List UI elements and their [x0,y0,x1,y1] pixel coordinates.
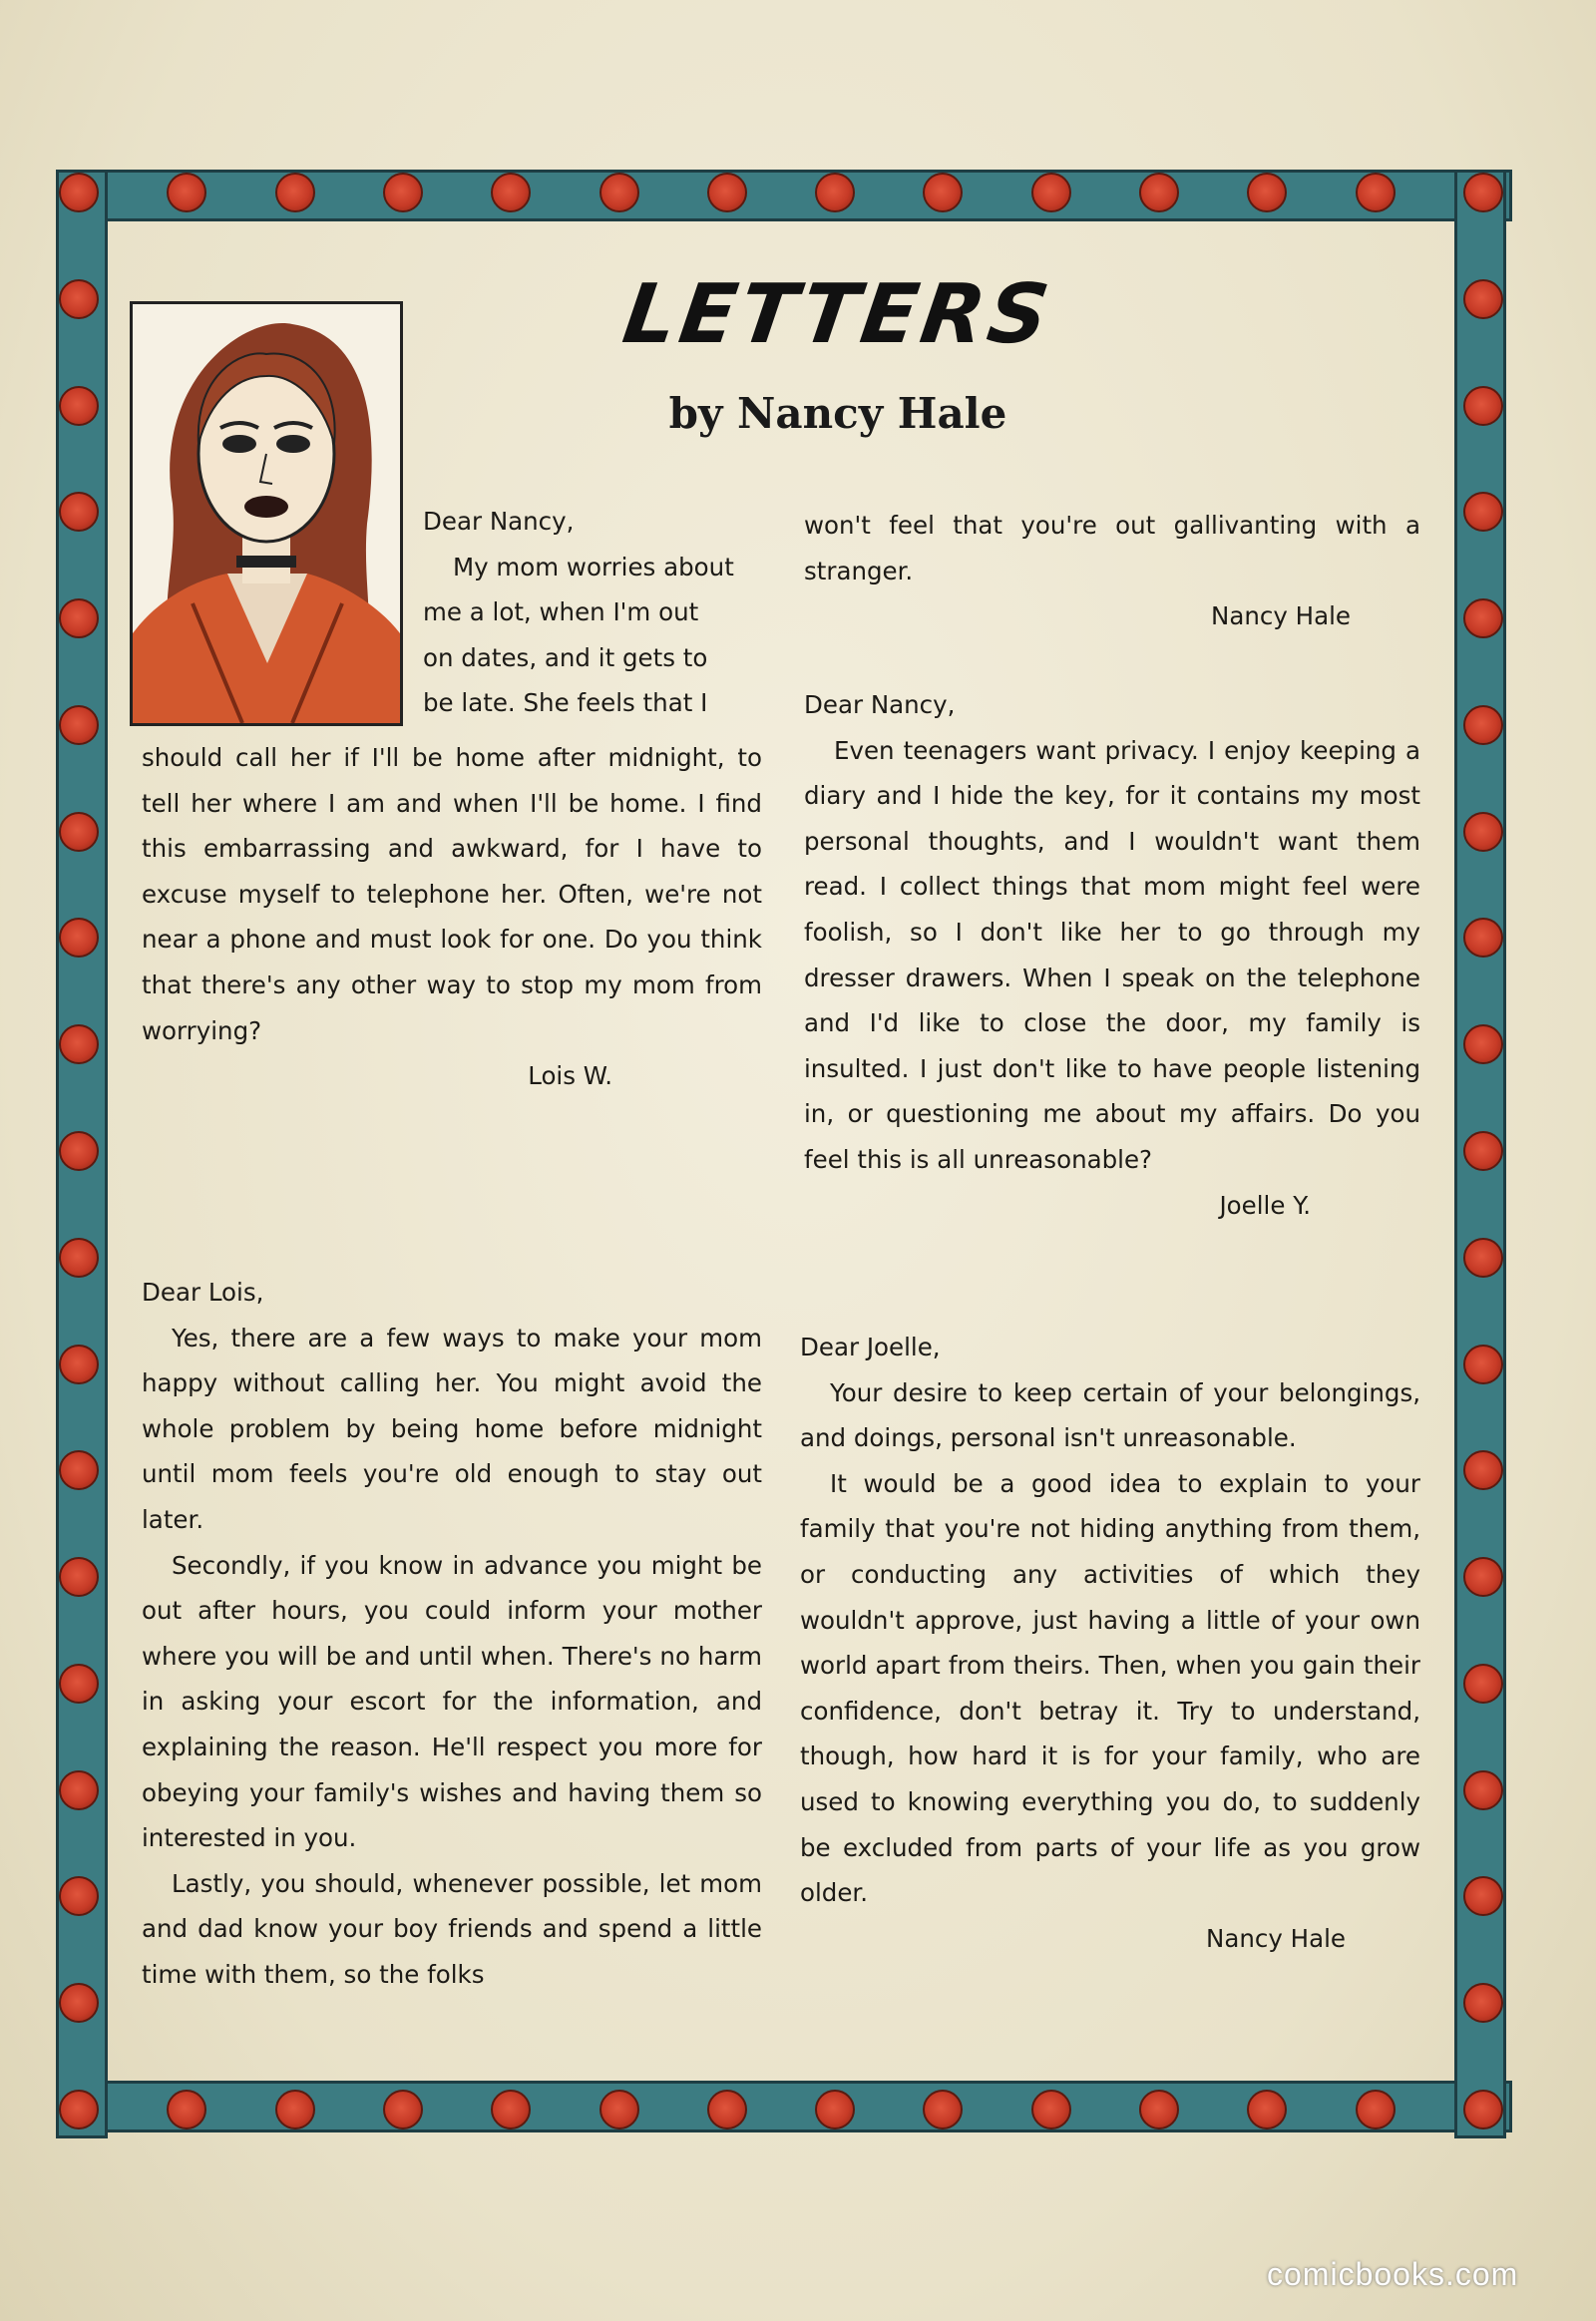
border-bottom [56,2081,1512,2132]
rose-ornament [707,173,747,212]
border-top [56,170,1512,221]
rose-ornament [59,1345,99,1384]
rose-ornament [1463,705,1503,745]
rose-ornament [1463,279,1503,319]
letter-1-line-2: me a lot, when I'm out [423,597,699,627]
rose-ornament [815,2090,855,2129]
letter-1-salutation: Dear Nancy, [423,507,575,536]
rose-ornament [383,2090,423,2129]
reply-2-signature: Nancy Hale [1206,1923,1346,1953]
reply-2-paragraph-2: It would be a good idea to explain to your family that you're not hiding anything from them, or conducting any activities of which they wouldn't approve, just having a little of your own world apart from theirs. Then, when you gain their confidence, don't betray it. Try to understand, though, how hard it is for your family, who are used to knowing everything you do, to suddenly be excluded from parts of your life as you grow older. [800,1468,1420,1908]
rose-ornament [59,1983,99,2023]
reply-2 [800,1325,1420,1961]
rose-ornament [1463,1238,1503,1278]
byline: by Nancy Hale [668,389,1007,438]
rose-ornament [1463,812,1503,852]
nancy-hale-portrait [130,301,403,726]
rose-ornament [59,173,99,212]
rose-ornament [707,2090,747,2129]
reply-2-salutation: Dear Joelle, [800,1333,941,1361]
rose-ornament [59,1557,99,1597]
rose-ornament [59,1770,99,1810]
reply-1 [142,1270,762,1998]
rose-ornament [1463,598,1503,638]
rose-ornament [599,2090,639,2129]
page-title: LETTERS [617,267,1058,362]
rose-ornament [1356,173,1396,212]
rose-ornament [59,386,99,426]
letter-1-body: should call her if I'll be home after midnight, to tell her where I am and when I'll be home. I find this embarrassing and awkward, for I have to excuse myself to telephone her. Often, we're not near a phone and must look for one. Do you think that there's any other way to stop my mom from worrying? [142,743,762,1045]
left-column [142,735,762,1099]
rose-ornament [1463,386,1503,426]
rose-ornament [1139,2090,1179,2129]
reply-1-continued: won't feel that you're out gallivanting with a stranger. [804,511,1420,585]
reply-1-paragraph-2: Secondly, if you know in advance you might be out after hours, you could inform your mother where you will be and until when. There's no harm in asking your escort for the information, and explaining the reason. He'll respect you more for obeying your family's wishes and having them so interested in you. [142,1550,762,1853]
letter-1-line-3: on dates, and it gets to [423,642,708,672]
rose-ornament [1463,1983,1503,2023]
letter-1-signature: Lois W. [528,1061,612,1091]
rose-ornament [1463,1770,1503,1810]
rose-ornament [1463,1131,1503,1171]
reply-1-salutation: Dear Lois, [142,1278,264,1307]
letter-1-wrap [423,499,762,726]
rose-ornament [1463,1557,1503,1597]
letter-1-line-4: be late. She feels that I [423,688,708,718]
letter-2-salutation: Dear Nancy, [804,690,956,719]
reply-2-paragraph-1: Your desire to keep certain of your belongings, and doings, personal isn't unreasonable. [800,1377,1420,1453]
rose-ornament [275,173,315,212]
rose-ornament [1463,1345,1503,1384]
rose-ornament [599,173,639,212]
letter-2-signature: Joelle Y. [1219,1190,1311,1220]
watermark: comicbooks.com [1267,2256,1519,2292]
rose-ornament [59,598,99,638]
rose-ornament [59,705,99,745]
rose-ornament [1031,173,1071,212]
rose-ornament [491,2090,531,2129]
reply-1-paragraph-3: Lastly, you should, whenever possible, let mom and dad know your boy friends and spend a little time with them, so the folks [142,1868,762,1989]
rose-ornament [1463,2090,1503,2129]
rose-ornament [1463,1024,1503,1064]
letter-1-line-1: My mom worries about [453,552,734,581]
rose-ornament [383,173,423,212]
portrait-illustration [133,304,400,723]
rose-ornament [1463,173,1503,212]
rose-ornament [1031,2090,1071,2129]
rose-ornament [1463,1664,1503,1704]
rose-ornament [1356,2090,1396,2129]
rose-ornament [59,2090,99,2129]
reply-1-signature: Nancy Hale [1211,601,1351,631]
rose-ornament [815,173,855,212]
rose-ornament [59,1664,99,1704]
rose-ornament [59,279,99,319]
rose-ornament [491,173,531,212]
reply-1-paragraph-1: Yes, there are a few ways to make your mom happy without calling her. You might avoid the whole problem by being home before midnight until mom feels you're old enough to stay out later. [142,1323,762,1534]
letter-2-body: Even teenagers want privacy. I enjoy keeping a diary and I hide the key, for it contains my most personal thoughts, and I wouldn't want them read. I collect things that mom might feel were foolish, so I don't like her to go through my dresser drawers. When I speak on the telephone and I'd like to close the door, my family is insulted. I just don't like to have people listening in, or questioning me about my affairs. Do you feel this is all unreasonable? [804,735,1420,1174]
rose-ornament [59,1238,99,1278]
rose-ornament [59,1024,99,1064]
rose-ornament [59,1131,99,1171]
rose-ornament [1139,173,1179,212]
letter-2 [804,682,1420,1228]
rose-ornament [275,2090,315,2129]
rose-ornament [59,812,99,852]
right-column-top [804,503,1420,639]
